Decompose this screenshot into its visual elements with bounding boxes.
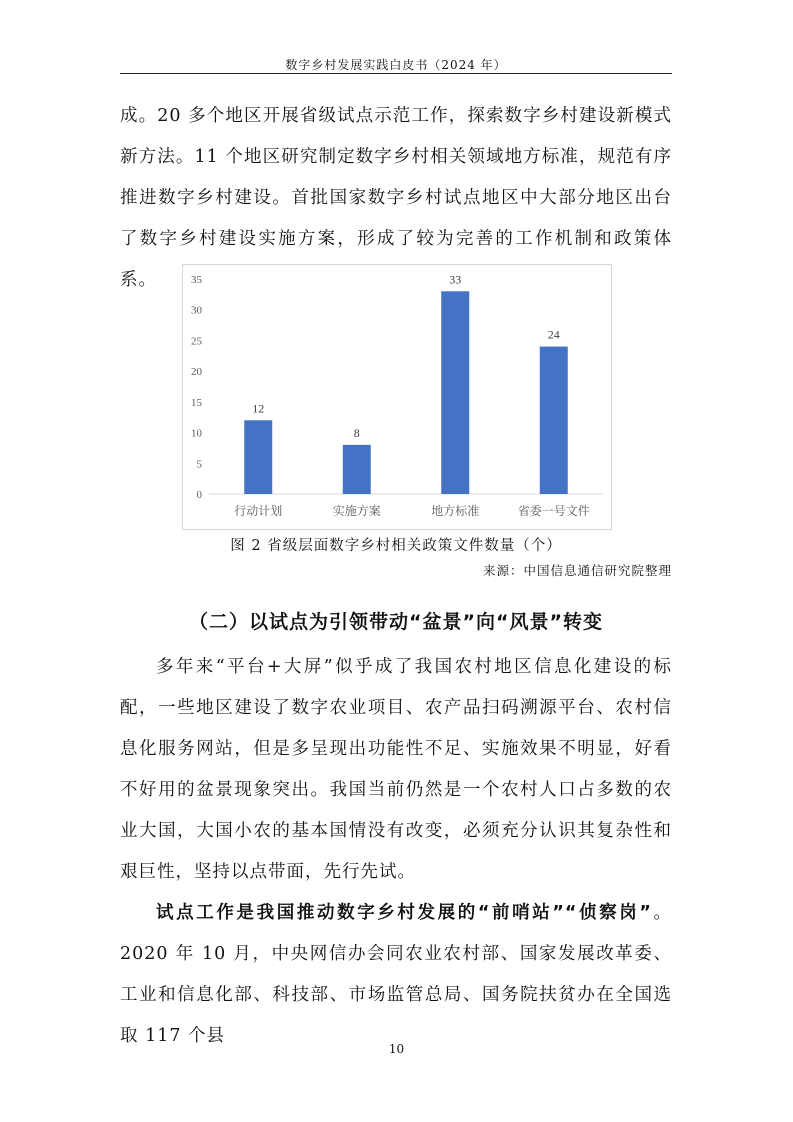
bar <box>343 445 371 494</box>
bar-chart-frame <box>182 264 612 530</box>
figure-caption: 图 2 省级层面数字乡村相关政策文件数量（个） <box>230 538 562 554</box>
category-label: 省委一号文件 <box>517 504 590 518</box>
y-tick-label: 35 <box>191 274 202 286</box>
bar <box>540 347 568 494</box>
data-label: 33 <box>449 272 462 287</box>
page-number: 10 <box>388 1042 405 1056</box>
y-tick-label: 25 <box>191 335 202 348</box>
paragraph-pilot-progress: 成。20 多个地区开展省级试点示范工作，探索数字乡村建设新模式新方法。11 个地区研究制定数字乡村相关领域地方标准，规范有序推进数字乡村建设。首批国家数字乡村试点地区中大部分地区出台了数字乡村建设实施方案，形成了较为完善的工作机制和政策体系。 <box>120 106 672 290</box>
y-tick-label: 30 <box>191 304 202 317</box>
category-label: 行动计划 <box>234 504 283 518</box>
category-label: 地方标准 <box>431 504 480 518</box>
data-label: 24 <box>547 327 560 342</box>
y-tick-label: 20 <box>191 366 202 379</box>
data-label: 12 <box>252 401 265 416</box>
y-tick-label: 15 <box>191 396 202 409</box>
y-tick-label: 0 <box>196 489 202 501</box>
running-header: 数字乡村发展实践白皮书（2024 年） <box>285 58 507 72</box>
y-tick-label: 10 <box>191 427 202 440</box>
paragraph-platform-screen: 多年来“平台+大屏”似乎成了我国农村地区信息化建设的标配，一些地区建设了数字农业项目、农产品扫码溯源平台、农村信息化服务网站，但是多呈现出功能性不足、实施效果不明显，好看不好用的盆景现象突出。我国当前仍然是一个农村人口占多数的农业大国，大国小农的基本国情没有改变，必须充分认识其复杂性和艰巨性，坚持以点带面，先行先试。 <box>120 657 672 882</box>
figure-source: 来源：中国信息通信研究院整理 <box>482 563 672 578</box>
bar-chart <box>183 265 611 529</box>
paragraph-pilot-work-rest: 。2020 年 10 月，中央网信办会同农业农村部、国家发展改革委、工业和信息化部、科技部、市场监管总局、国务院扶贫办在全国选取 117 个县 <box>120 903 672 1046</box>
data-label: 8 <box>353 425 360 440</box>
header-rule <box>120 73 672 74</box>
bar <box>441 291 469 494</box>
paragraph-pilot-work <box>120 893 672 1057</box>
y-tick-label: 5 <box>196 458 202 471</box>
category-label: 实施方案 <box>332 504 381 518</box>
bold-lead-sentence: 试点工作是我国推动数字乡村发展的“前哨站”“侦察岗” <box>156 903 652 923</box>
section-heading: （二）以试点为引领带动“盆景”向“风景”转变 <box>189 611 603 633</box>
bar <box>244 420 272 494</box>
